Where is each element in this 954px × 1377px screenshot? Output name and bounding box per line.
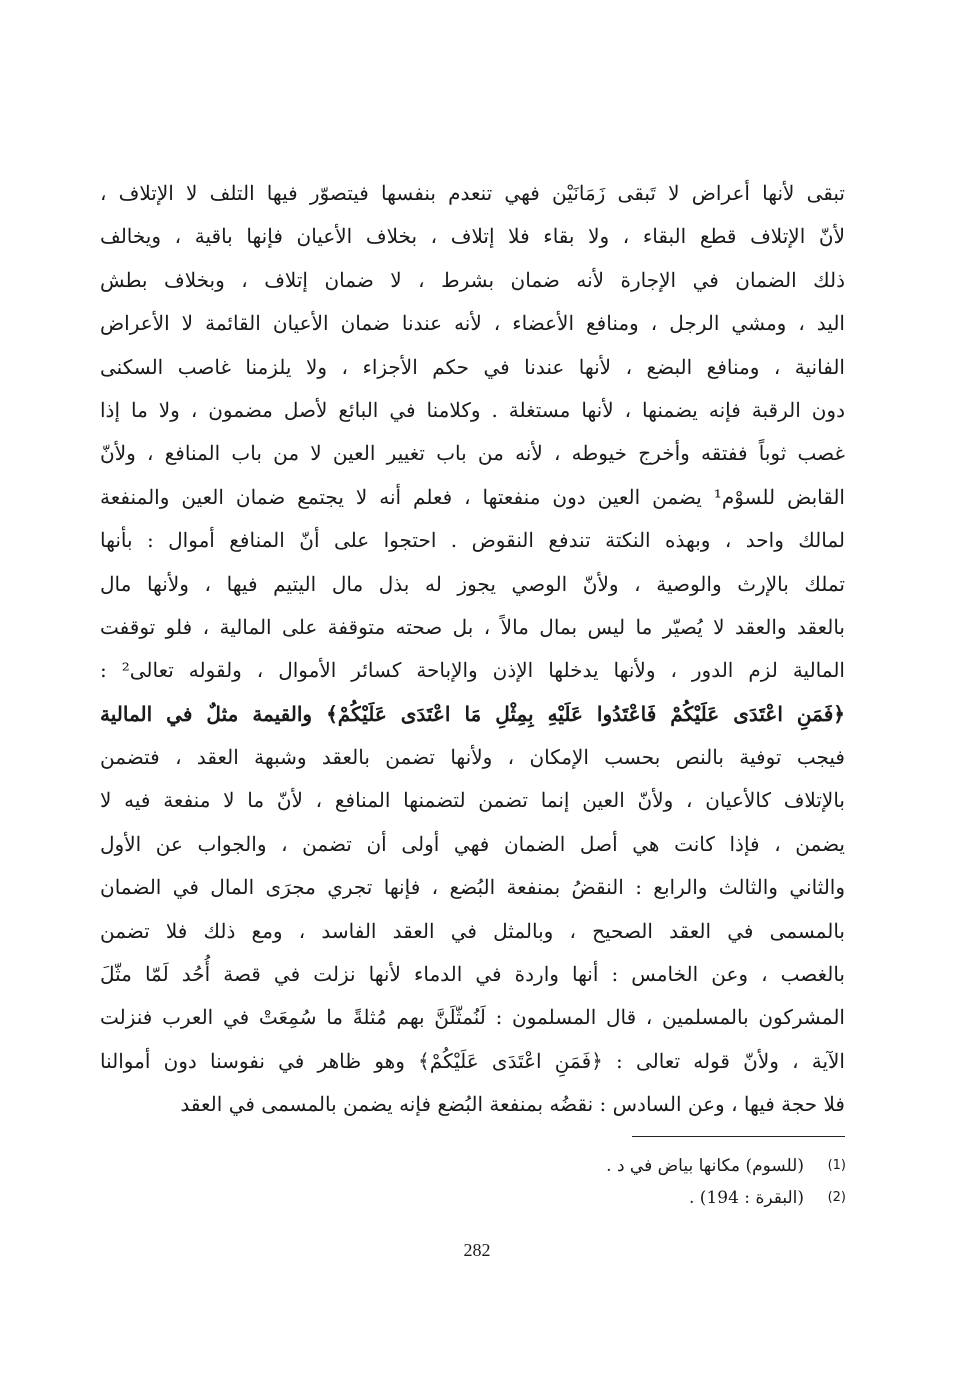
text-line: لمالك واحد ، وبهذه النكتة تندفع النقوض . احتجوا على أنّ المنافع أموال : بأنها	[100, 528, 845, 553]
footnotes	[486, 1150, 846, 1214]
text-line: فلا حجة فيها ، وعن السادس : نقضُه بمنفعة البُضع فإنه يضمن بالمسمى في العقد	[180, 1092, 845, 1117]
footnote-separator	[632, 1136, 845, 1137]
footnote-text: (البقرة : 194) .	[689, 1188, 804, 1208]
text-line: القابض للسوْم¹ يضمن العين دون منفعتها ، فعلم أنه لا يجتمع ضمان العين والمنفعة	[100, 484, 845, 509]
text-line: اليد ، ومشي الرجل ، ومنافع الأعضاء ، لأنه عندنا ضمان الأعيان القائمة لا الأعراض	[100, 311, 845, 336]
footnote-number: (2)	[827, 1190, 846, 1205]
text-line: والثاني والثالث والرابع : النقضُ بمنفعة البُضع ، فإنها تجري مجرَى المال في الضمان	[100, 875, 845, 900]
text-line: دون الرقبة فإنه يضمنها ، لأنها مستغلة . وكلامنا في البائع لأصل مضمون ، ولا ما إذا	[100, 397, 845, 422]
footnote	[486, 1150, 846, 1182]
text-line: تبقى لأنها أعراض لا تَبقى زَمَانَيْن فهي تنعدم بنفسها فيتصوّر فيها التلف لا الإتلاف ،	[100, 181, 845, 205]
footnote	[486, 1182, 846, 1214]
text-line: المالية لزم الدور ، ولأنها يدخلها الإذن والإباحة كسائر الأموال ، ولقوله تعالى² :	[100, 658, 845, 683]
text-line: الآية ، ولأنّ قوله تعالى : ﴿فَمَنِ اعْتَدَى عَلَيْكُمْ﴾ وهو ظاهر في نفوسنا دون أموالنا	[100, 1048, 845, 1073]
text-line: يضمن ، فإذا كانت هي أصل الضمان فهي أولى أن تضمن ، والجواب عن الأول	[100, 831, 845, 856]
text-line: بالمسمى في العقد الصحيح ، وبالمثل في العقد الفاسد ، ومع ذلك فلا تضمن	[100, 918, 845, 943]
text-line: غصب ثوباً ففتقه وأخرج خيوطه ، لأنه من باب تغيير العين لا من باب المنافع ، ولأنّ	[100, 441, 845, 466]
footnote-text: (للسوم) مكانها بياض في د .	[606, 1156, 804, 1176]
main-text	[100, 172, 845, 1127]
text-line: بالغصب ، وعن الخامس : أنها واردة في الدماء لأنها نزلت في قصة أُحُد لَمّا مثّلَ	[100, 962, 845, 987]
text-line: بالإتلاف كالأعيان ، ولأنّ العين إنما تضمن لتضمنها المنافع ، لأنّ ما لا منفعة فيه لا	[100, 788, 845, 813]
text-line: تملك بالإرث والوصية ، ولأنّ الوصي يجوز له بذل مال اليتيم فيها ، ولأنها مال	[100, 571, 845, 596]
text-line: فيجب توفية بالنص بحسب الإمكان ، ولأنها تضمن بالعقد وشبهة العقد ، فتضمن	[100, 745, 845, 770]
footnote-number: (1)	[827, 1158, 846, 1173]
text-line: بالعقد والعقد لا يُصيّر ما ليس بمال مالاً ، بل صحته متوقفة على المالية ، فلو توقفت	[100, 614, 845, 639]
quran-verse-line: ﴿فَمَنِ اعْتَدَى عَلَيْكُمْ فَاعْتَدُوا عَلَيْهِ بِمِثْلِ مَا اعْتَدَى عَلَيْكُمْ﴾ والقيمة مثلٌ في المالية	[100, 701, 845, 726]
text-line: الفانية ، ومنافع البضع ، لأنها عندنا في حكم الأجزاء ، ولا يلزمنا غاصب السكنى	[100, 354, 845, 379]
text-line: ذلك الضمان في الإجارة لأنه ضمان بشرط ، لا ضمان إتلاف ، وبخلاف بطش	[100, 267, 845, 292]
text-line: المشركون بالمسلمين ، قال المسلمون : لَنُمثّلَنَّ بهم مُثلةً ما سُمِعَتْ في العرب فنزلت	[100, 1005, 845, 1030]
text-line: لأنّ الإتلاف قطع البقاء ، ولا بقاء فلا إتلاف ، بخلاف الأعيان فإنها باقية ، ويخالف	[100, 224, 845, 249]
page-number: 282	[463, 1240, 491, 1260]
